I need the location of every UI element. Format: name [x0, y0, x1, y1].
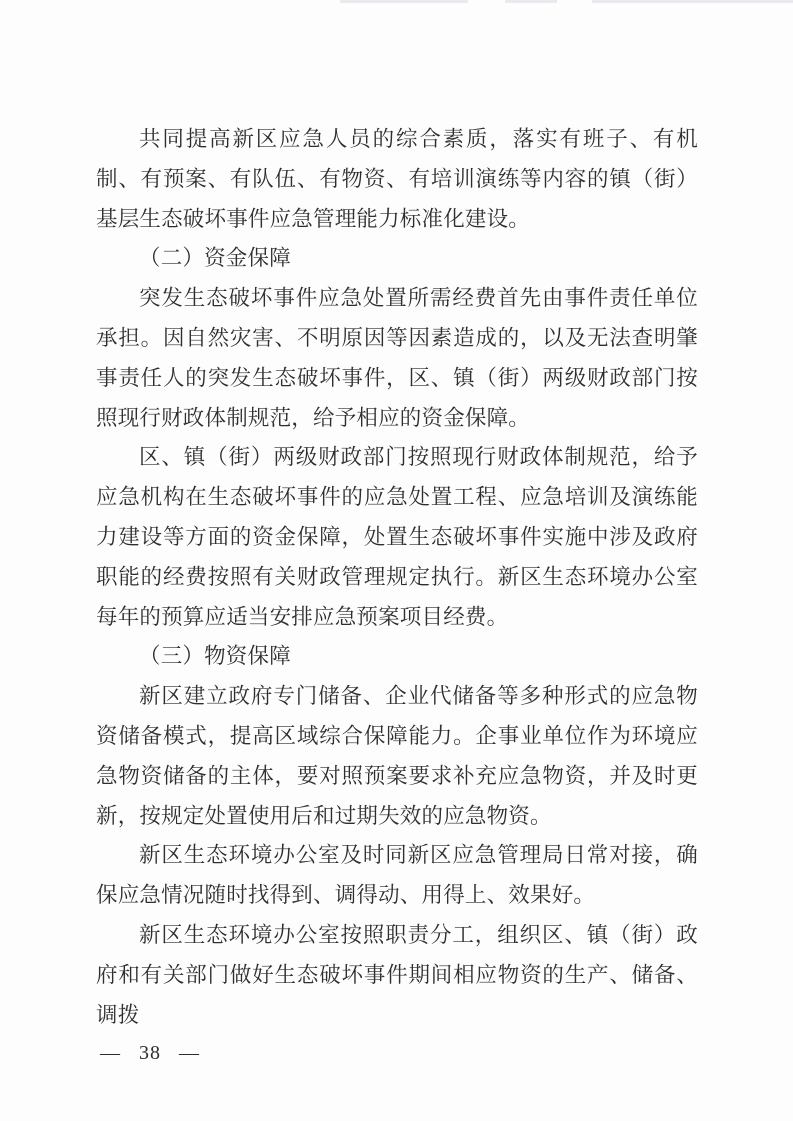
scan-artifact	[340, 0, 468, 3]
section-heading-funding-guarantee: （二）资金保障	[139, 246, 291, 271]
page-footer	[100, 1042, 200, 1065]
page-number: — 38 —	[100, 1042, 200, 1064]
document-body	[96, 120, 698, 1035]
paragraph-material-production-allocation: 新区生态环境办公室按照职责分工，组织区、镇（街）政府和有关部门做好生态破坏事件期间相应物资的生产、储备、调拨	[96, 922, 698, 1027]
paragraph-funding-budget: 区、镇（街）两级财政部门按照现行财政体制规范，给予应急机构在生态破坏事件的应急处置工程、应急培训及演练能力建设等方面的资金保障，处置生态破坏事件实施中涉及政府职能的经费按照有关财政管理规定执行。新区生态环境办公室每年的预算应适当安排应急预案项目经费。	[96, 445, 698, 629]
paragraph-training-standardization: 共同提高新区应急人员的综合素质，落实有班子、有机制、有预案、有队伍、有物资、有培训演练等内容的镇（街）基层生态破坏事件应急管理能力标准化建设。	[96, 127, 698, 231]
scan-artifact	[592, 0, 793, 3]
scan-artifact	[505, 0, 557, 3]
section-heading-material-guarantee: （三）物资保障	[139, 644, 291, 669]
paragraph-material-reserve-system: 新区建立政府专门储备、企业代储备等多种形式的应急物资储备模式，提高区域综合保障能力。企事业单位作为环境应急物资储备的主体，要对照预案要求补充应急物资，并及时更新，按规定处置使用后和过期失效的应急物资。	[96, 684, 698, 828]
paragraph-emergency-bureau-liaison: 新区生态环境办公室及时同新区应急管理局日常对接，确保应急情况随时找得到、调得动、用得上、效果好。	[96, 843, 698, 908]
paragraph-funding-responsibility: 突发生态破坏事件应急处置所需经费首先由事件责任单位承担。因自然灾害、不明原因等因素造成的，以及无法查明肇事责任人的突发生态破坏事件，区、镇（街）两级财政部门按照现行财政体制规范，给予相应的资金保障。	[96, 286, 698, 430]
